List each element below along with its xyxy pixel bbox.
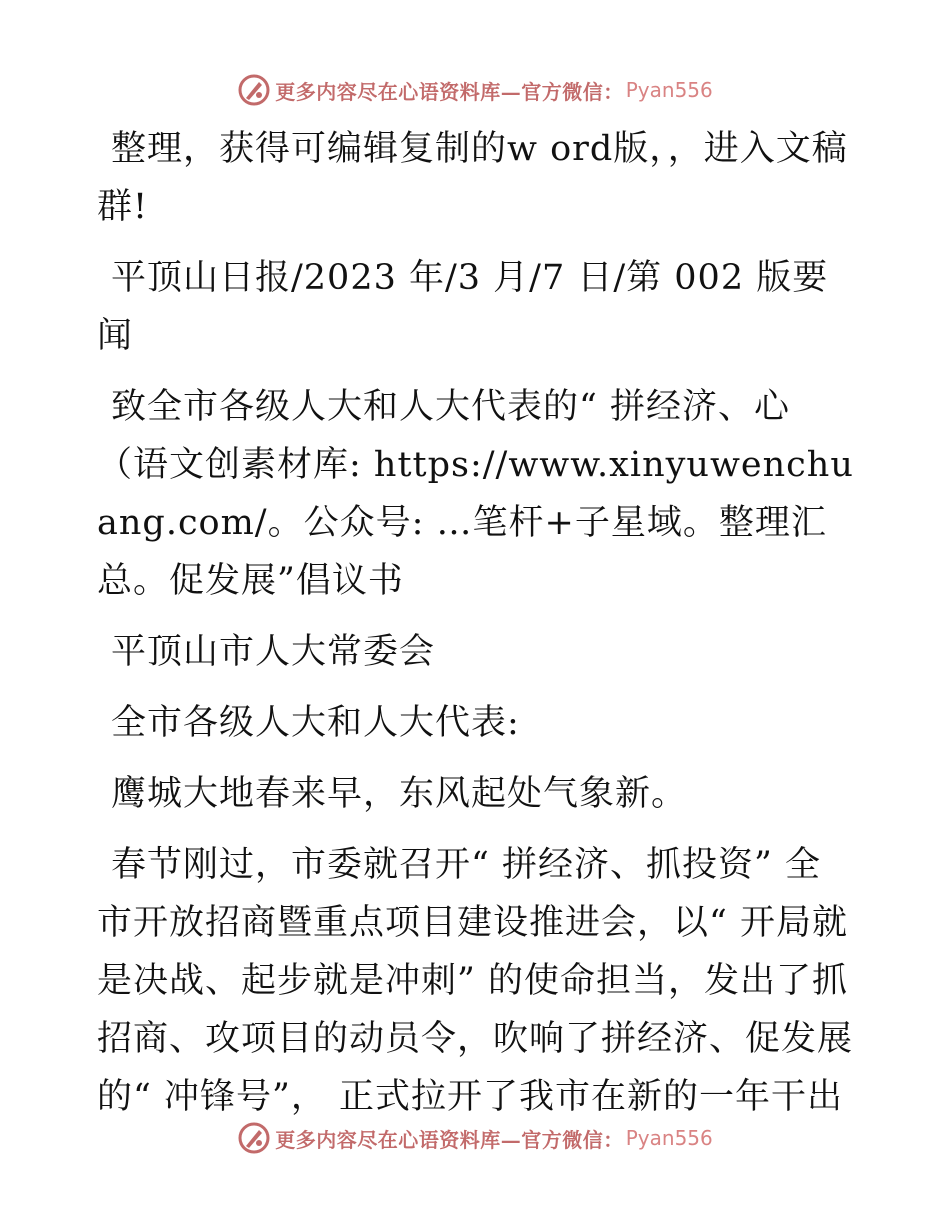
paragraph-opening: 鹰城大地春来早，东风起处气象新。 xyxy=(111,774,688,814)
wechat-id: Pyan556 xyxy=(625,78,713,102)
paragraph-salutation: 全市各级人大和人大代表: xyxy=(111,703,520,743)
paragraph-source: 平顶山日报/2023 年/3 月/7 日/第 002 版要闻 xyxy=(97,258,829,356)
header-banner xyxy=(0,70,950,110)
wechat-id: Pyan556 xyxy=(625,1126,713,1150)
paragraph-intro: 整理，获得可编辑复制的w ord版，，进入文稿群! xyxy=(97,129,848,227)
paragraph-title: 致全市各级人大和人大代表的“ 拼经济、心（语文创素材库: https://www.xinyuwenchuang.com/。公众号: …笔杆+子星域。整理汇总。促发展”倡议书 xyxy=(97,387,854,601)
quill-seal-icon xyxy=(237,1121,271,1155)
paragraph-issuer: 平顶山市人大常委会 xyxy=(111,632,436,672)
document-body xyxy=(97,120,857,1139)
paragraph-body: 春节刚过，市委就召开“ 拼经济、抓投资” 全市开放招商暨重点项目建设推进会，以“ 开局就是决战、起步就是冲刺” 的使命担当，发出了抓招商、攻项目的动员令，吹响了拼经济、促发展的“ 冲锋号”， 正式拉开了我市在新的一年干出 xyxy=(97,845,854,1117)
footer-banner xyxy=(0,1118,950,1158)
banner-text: 更多内容尽在心语资料库—官方微信： xyxy=(275,79,624,104)
banner-text: 更多内容尽在心语资料库—官方微信： xyxy=(275,1127,624,1152)
quill-seal-icon xyxy=(237,73,271,107)
